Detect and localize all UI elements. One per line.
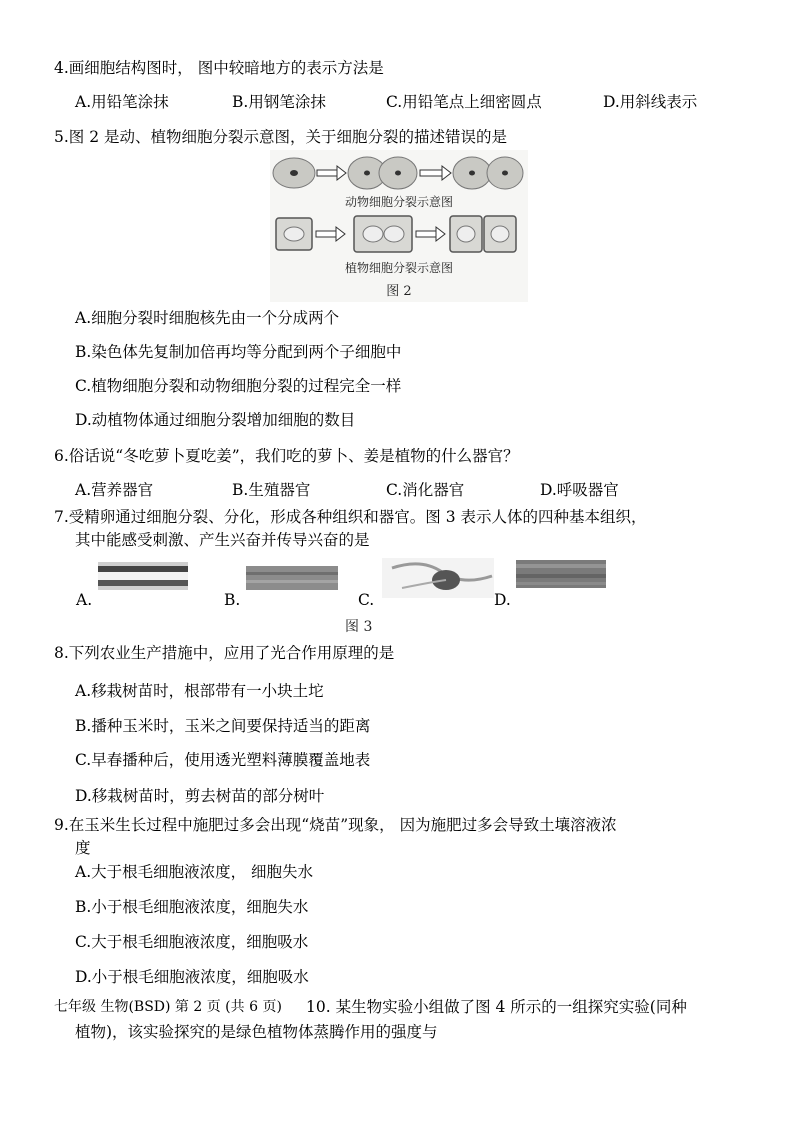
q4-option-d: D.用斜线表示 <box>603 93 698 111</box>
q6-option-a: A.营养器官 <box>75 481 154 499</box>
q9-stem-line2: 度 <box>75 839 91 857</box>
q4-option-c: C.用铅笔点上细密圆点 <box>386 93 542 111</box>
q6-option-c: C.消化器官 <box>386 481 465 499</box>
q7-stem-line1: 7.受精卵通过细胞分裂、分化，形成各种组织和器官。图 3 表示人体的四种基本组织， <box>54 508 647 526</box>
q10-stem-line2: 植物)，该实验探究的是绿色植物体蒸腾作用的强度与 <box>75 1023 438 1041</box>
q6-stem: 6.俗话说“冬吃萝卜夏吃姜”，我们吃的萝卜、姜是植物的什么器官？ <box>54 447 519 465</box>
q7-label-c: C. <box>358 591 375 609</box>
q9-option-a: A.大于根毛细胞液浓度， 细胞失水 <box>75 863 314 881</box>
q9-option-d: D.小于根毛细胞液浓度，细胞吸水 <box>75 968 309 986</box>
q9-option-c: C.大于根毛细胞液浓度，细胞吸水 <box>75 933 309 951</box>
plant-caption: 植物细胞分裂示意图 <box>344 261 454 275</box>
q5-option-d: D.动植物体通过细胞分裂增加细胞的数目 <box>75 411 356 429</box>
figure-3-tissue-c <box>382 558 494 598</box>
figure-2-label: 图 2 <box>386 284 412 299</box>
plant-cell-dividing <box>354 216 412 252</box>
q5-option-b: B.染色体先复制加倍再均等分配到两个子细胞中 <box>75 343 402 361</box>
q5-option-a: A.细胞分裂时细胞核先由一个分成两个 <box>75 309 340 327</box>
q7-label-a: A. <box>76 591 93 609</box>
animal-caption: 动物细胞分裂示意图 <box>344 195 454 209</box>
plant-cell-1 <box>276 218 312 250</box>
q4-stem: 4.画细胞结构图时， 图中较暗地方的表示方法是 <box>54 59 384 77</box>
figure-2-cell-division <box>270 150 528 302</box>
page-footer: 七年级 生物(BSD) 第 2 页 (共 6 页) <box>54 999 282 1015</box>
animal-cell-1 <box>273 158 315 188</box>
figure-3-tissue-a <box>98 562 188 590</box>
q4-option-a: A.用铅笔涂抹 <box>75 93 169 111</box>
q7-label-b: B. <box>224 591 241 609</box>
q9-stem-line1: 9.在玉米生长过程中施肥过多会出现“烧苗”现象， 因为施肥过多会导致土壤溶液浓 <box>54 816 617 834</box>
q7-label-d: D. <box>494 591 511 609</box>
q8-option-d: D.移栽树苗时，剪去树苗的部分树叶 <box>75 787 325 805</box>
q8-stem: 8.下列农业生产措施中，应用了光合作用原理的是 <box>54 644 395 662</box>
q9-option-b: B.小于根毛细胞液浓度，细胞失水 <box>75 898 309 916</box>
q5-stem: 5.图 2 是动、植物细胞分裂示意图，关于细胞分裂的描述错误的是 <box>54 128 508 146</box>
figure-3-tissue-d <box>516 560 606 588</box>
figure-3-label: 图 3 <box>345 619 373 635</box>
q7-stem-line2: 其中能感受刺激、产生兴奋并传导兴奋的是 <box>75 531 370 549</box>
q10-stem-line1: 10. 某生物实验小组做了图 4 所示的一组探究实验(同种 <box>306 998 687 1016</box>
q8-option-b: B.播种玉米时，玉米之间要保持适当的距离 <box>75 717 371 735</box>
q6-option-b: B.生殖器官 <box>232 481 311 499</box>
q5-option-c: C.植物细胞分裂和动物细胞分裂的过程完全一样 <box>75 377 402 395</box>
q8-option-c: C.早春播种后，使用透光塑料薄膜覆盖地表 <box>75 751 371 769</box>
q8-option-a: A.移栽树苗时，根部带有一小块土坨 <box>75 682 324 700</box>
figure-3-tissue-b <box>246 566 338 590</box>
q6-option-d: D.呼吸器官 <box>540 481 619 499</box>
q4-option-b: B.用钢笔涂抹 <box>232 93 326 111</box>
